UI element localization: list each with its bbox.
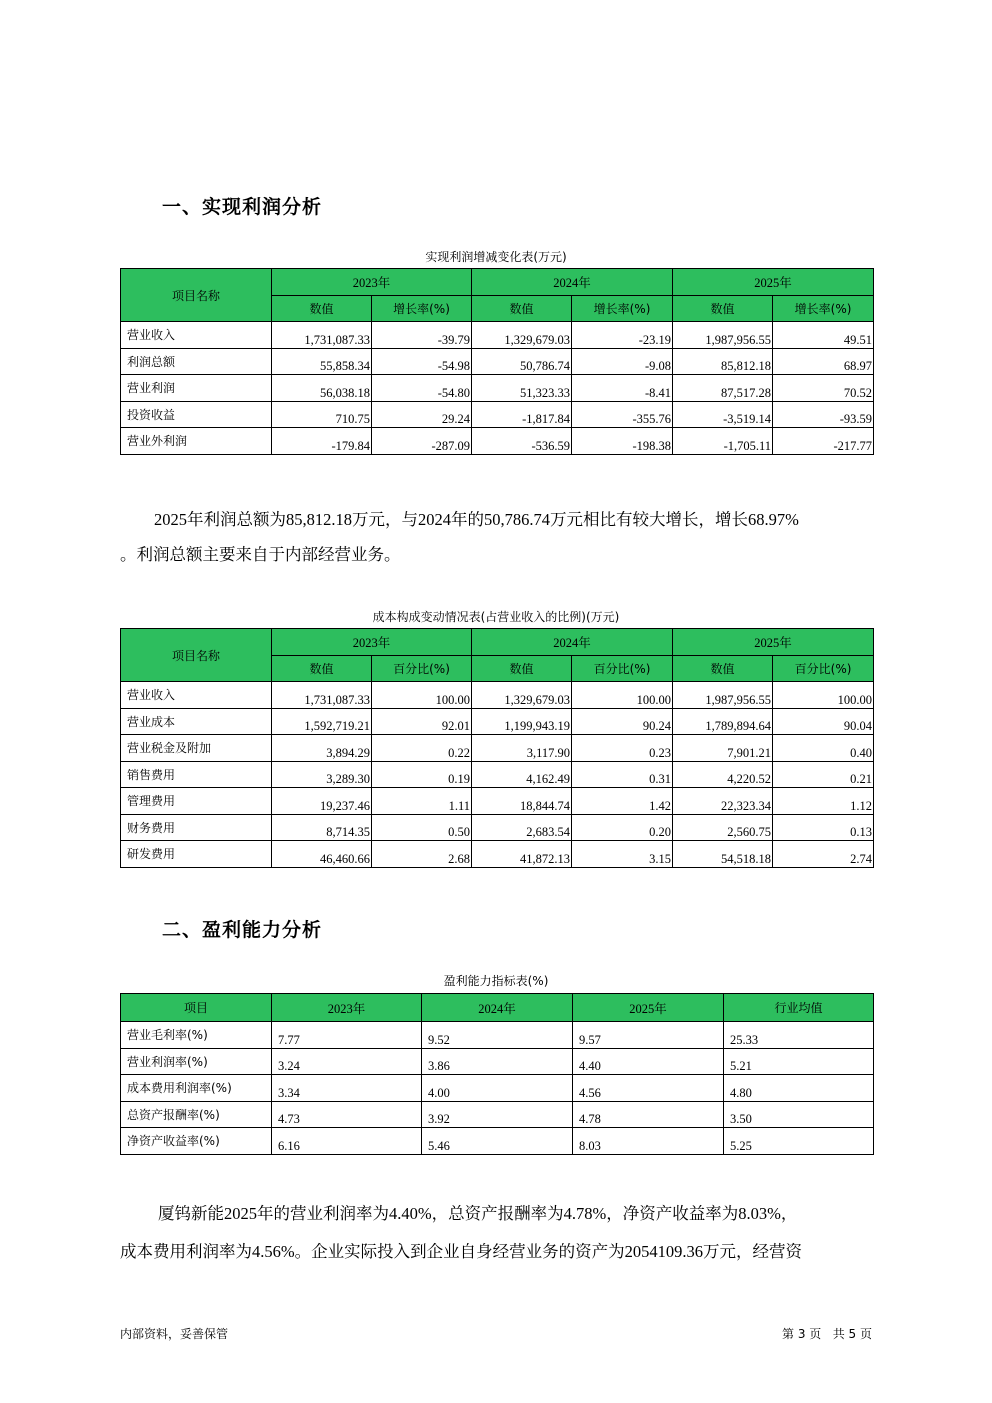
cell-value: 4,162.49 bbox=[472, 761, 572, 788]
cell-value: 0.31 bbox=[572, 761, 673, 788]
table-row bbox=[121, 708, 874, 735]
cell-value: 22,323.34 bbox=[673, 788, 773, 815]
cell-value: 18,844.74 bbox=[472, 788, 572, 815]
cell-value: 1,731,087.33 bbox=[272, 322, 372, 349]
table3-header-2024: 2024年 bbox=[422, 994, 573, 1022]
cell-value: 0.23 bbox=[572, 735, 673, 762]
cell-value: 0.13 bbox=[773, 814, 874, 841]
cell-value: -54.80 bbox=[372, 375, 472, 402]
row-label: 营业税金及附加 bbox=[121, 735, 272, 762]
cell-value: -23.19 bbox=[572, 322, 673, 349]
cell-value: -179.84 bbox=[272, 428, 372, 455]
table-row bbox=[121, 841, 874, 868]
cell-value: 46,460.66 bbox=[272, 841, 372, 868]
table1-sub-value: 数值 bbox=[472, 295, 572, 322]
table2-year-2025: 2025年 bbox=[673, 629, 874, 656]
row-label: 成本费用利润率(%) bbox=[121, 1075, 272, 1102]
cell-value: -1,705.11 bbox=[673, 428, 773, 455]
cell-value: 4.40 bbox=[573, 1048, 724, 1075]
cell-value: 7,901.21 bbox=[673, 735, 773, 762]
cell-value: 1,329,679.03 bbox=[472, 682, 572, 709]
row-label: 营业收入 bbox=[121, 322, 272, 349]
cell-value: 0.21 bbox=[773, 761, 874, 788]
footer-page-number: 第 3 页 共 5 页 bbox=[782, 1327, 872, 1341]
cell-value: 1,592,719.21 bbox=[272, 708, 372, 735]
cell-value: -93.59 bbox=[773, 401, 874, 428]
profit-summary-line1: 2025年利润总额为85,812.18万元，与2024年的50,786.74万元相比有较大增长，增长68.97% bbox=[154, 510, 799, 529]
table1-year-2023: 2023年 bbox=[272, 269, 472, 296]
cell-value: 1,329,679.03 bbox=[472, 322, 572, 349]
row-label: 营业利润率(%) bbox=[121, 1048, 272, 1075]
cell-value: 3,117.90 bbox=[472, 735, 572, 762]
cell-value: 100.00 bbox=[773, 682, 874, 709]
cell-value: 90.24 bbox=[572, 708, 673, 735]
table-row bbox=[121, 1048, 874, 1075]
table-row bbox=[121, 761, 874, 788]
cell-value: 90.04 bbox=[773, 708, 874, 735]
cell-value: 1,731,087.33 bbox=[272, 682, 372, 709]
table-row bbox=[121, 814, 874, 841]
cell-value: 19,237.46 bbox=[272, 788, 372, 815]
footer-confidential: 内部资料，妥善保管 bbox=[120, 1327, 229, 1341]
cell-value: 3.86 bbox=[422, 1048, 573, 1075]
table-row bbox=[121, 1128, 874, 1155]
table-row bbox=[121, 375, 874, 402]
cell-value: -3,519.14 bbox=[673, 401, 773, 428]
cell-value: 1,987,956.55 bbox=[673, 682, 773, 709]
cell-value: 1.12 bbox=[773, 788, 874, 815]
table-row bbox=[121, 682, 874, 709]
cell-value: 0.20 bbox=[572, 814, 673, 841]
cell-value: 4,220.52 bbox=[673, 761, 773, 788]
cell-value: 5.21 bbox=[724, 1048, 874, 1075]
section-title-profit: 一、实现利润分析 bbox=[162, 196, 323, 218]
cell-value: -1,817.84 bbox=[472, 401, 572, 428]
cell-value: 29.24 bbox=[372, 401, 472, 428]
profitability-indicator-table bbox=[120, 993, 874, 1155]
cell-value: 3.50 bbox=[724, 1101, 874, 1128]
cell-value: 3.24 bbox=[272, 1048, 422, 1075]
cell-value: -287.09 bbox=[372, 428, 472, 455]
cell-value: 9.57 bbox=[573, 1022, 724, 1049]
cell-value: 9.52 bbox=[422, 1022, 573, 1049]
cell-value: 1.11 bbox=[372, 788, 472, 815]
cell-value: 4.80 bbox=[724, 1075, 874, 1102]
table-row bbox=[121, 1101, 874, 1128]
cell-value: 85,812.18 bbox=[673, 348, 773, 375]
cell-value: 4.73 bbox=[272, 1101, 422, 1128]
table-row bbox=[121, 401, 874, 428]
cell-value: 50,786.74 bbox=[472, 348, 572, 375]
table1-year-2024: 2024年 bbox=[472, 269, 673, 296]
cell-value: 2,683.54 bbox=[472, 814, 572, 841]
cell-value: 3,894.29 bbox=[272, 735, 372, 762]
cell-value: 3.34 bbox=[272, 1075, 422, 1102]
cell-value: 0.22 bbox=[372, 735, 472, 762]
cell-value: 0.40 bbox=[773, 735, 874, 762]
cell-value: 25.33 bbox=[724, 1022, 874, 1049]
cell-value: 49.51 bbox=[773, 322, 874, 349]
table1-sub-value: 数值 bbox=[673, 295, 773, 322]
table3-header-2025: 2025年 bbox=[573, 994, 724, 1022]
cell-value: 1,987,956.55 bbox=[673, 322, 773, 349]
cell-value: 5.46 bbox=[422, 1128, 573, 1155]
table2-year-2023: 2023年 bbox=[272, 629, 472, 656]
cell-value: -217.77 bbox=[773, 428, 874, 455]
table2-sub-value: 数值 bbox=[673, 655, 773, 682]
row-label: 管理费用 bbox=[121, 788, 272, 815]
table3-header-item: 项目 bbox=[121, 994, 272, 1022]
cell-value: 1,199,943.19 bbox=[472, 708, 572, 735]
table2-col-item: 项目名称 bbox=[121, 629, 272, 682]
cell-value: -8.41 bbox=[572, 375, 673, 402]
table1-caption: 实现利润增减变化表(万元) bbox=[425, 250, 567, 264]
table2-sub-pct: 百分比(%) bbox=[773, 655, 874, 682]
cell-value: -355.76 bbox=[572, 401, 673, 428]
profit-summary-line2: 。利润总额主要来自于内部经营业务。 bbox=[120, 545, 401, 564]
row-label: 销售费用 bbox=[121, 761, 272, 788]
table-row bbox=[121, 1075, 874, 1102]
cell-value: 68.97 bbox=[773, 348, 874, 375]
row-label: 利润总额 bbox=[121, 348, 272, 375]
table-row bbox=[121, 428, 874, 455]
cell-value: 4.78 bbox=[573, 1101, 724, 1128]
table3-header-industry-avg: 行业均值 bbox=[724, 994, 874, 1022]
cell-value: 1.42 bbox=[572, 788, 673, 815]
cell-value: 51,323.33 bbox=[472, 375, 572, 402]
row-label: 营业利润 bbox=[121, 375, 272, 402]
profitability-summary-line2: 成本费用利润率为4.56%。企业实际投入到企业自身经营业务的资产为2054109.36万元，经营资 bbox=[120, 1242, 802, 1261]
section-title-profitability: 二、盈利能力分析 bbox=[162, 919, 323, 941]
table1-year-2025: 2025年 bbox=[673, 269, 874, 296]
cell-value: 8,714.35 bbox=[272, 814, 372, 841]
row-label: 营业成本 bbox=[121, 708, 272, 735]
cell-value: -198.38 bbox=[572, 428, 673, 455]
table2-sub-pct: 百分比(%) bbox=[372, 655, 472, 682]
table-row bbox=[121, 348, 874, 375]
cell-value: 2.68 bbox=[372, 841, 472, 868]
table3-header-2023: 2023年 bbox=[272, 994, 422, 1022]
cell-value: 70.52 bbox=[773, 375, 874, 402]
cell-value: 5.25 bbox=[724, 1128, 874, 1155]
cell-value: 7.77 bbox=[272, 1022, 422, 1049]
cell-value: -54.98 bbox=[372, 348, 472, 375]
cell-value: 54,518.18 bbox=[673, 841, 773, 868]
cell-value: 710.75 bbox=[272, 401, 372, 428]
cell-value: 2,560.75 bbox=[673, 814, 773, 841]
cell-value: -536.59 bbox=[472, 428, 572, 455]
table-row bbox=[121, 1022, 874, 1049]
table1-sub-rate: 增长率(%) bbox=[773, 295, 874, 322]
row-label: 财务费用 bbox=[121, 814, 272, 841]
cell-value: 87,517.28 bbox=[673, 375, 773, 402]
cell-value: -39.79 bbox=[372, 322, 472, 349]
table3-caption: 盈利能力指标表(%) bbox=[443, 974, 549, 988]
cell-value: 0.19 bbox=[372, 761, 472, 788]
cell-value: -9.08 bbox=[572, 348, 673, 375]
cell-value: 8.03 bbox=[573, 1128, 724, 1155]
cell-value: 6.16 bbox=[272, 1128, 422, 1155]
cost-structure-table bbox=[120, 628, 874, 868]
cell-value: 100.00 bbox=[372, 682, 472, 709]
table1-col-item: 项目名称 bbox=[121, 269, 272, 322]
table-row bbox=[121, 322, 874, 349]
table2-sub-value: 数值 bbox=[472, 655, 572, 682]
cell-value: 4.56 bbox=[573, 1075, 724, 1102]
cell-value: 56,038.18 bbox=[272, 375, 372, 402]
cell-value: 92.01 bbox=[372, 708, 472, 735]
table-row bbox=[121, 735, 874, 762]
table1-sub-value: 数值 bbox=[272, 295, 372, 322]
cell-value: 4.00 bbox=[422, 1075, 573, 1102]
cell-value: 41,872.13 bbox=[472, 841, 572, 868]
cell-value: 3.92 bbox=[422, 1101, 573, 1128]
table2-sub-value: 数值 bbox=[272, 655, 372, 682]
table-row bbox=[121, 788, 874, 815]
row-label: 投资收益 bbox=[121, 401, 272, 428]
table2-sub-pct: 百分比(%) bbox=[572, 655, 673, 682]
cell-value: 2.74 bbox=[773, 841, 874, 868]
cell-value: 1,789,894.64 bbox=[673, 708, 773, 735]
table1-sub-rate: 增长率(%) bbox=[572, 295, 673, 322]
cell-value: 55,858.34 bbox=[272, 348, 372, 375]
table1-sub-rate: 增长率(%) bbox=[372, 295, 472, 322]
cell-value: 3,289.30 bbox=[272, 761, 372, 788]
cell-value: 100.00 bbox=[572, 682, 673, 709]
row-label: 营业毛利率(%) bbox=[121, 1022, 272, 1049]
row-label: 研发费用 bbox=[121, 841, 272, 868]
row-label: 净资产收益率(%) bbox=[121, 1128, 272, 1155]
cell-value: 0.50 bbox=[372, 814, 472, 841]
profitability-summary-line1: 厦钨新能2025年的营业利润率为4.40%，总资产报酬率为4.78%，净资产收益率为8.03%， bbox=[158, 1204, 798, 1223]
table2-year-2024: 2024年 bbox=[472, 629, 673, 656]
row-label: 总资产报酬率(%) bbox=[121, 1101, 272, 1128]
row-label: 营业收入 bbox=[121, 682, 272, 709]
row-label: 营业外利润 bbox=[121, 428, 272, 455]
table2-caption: 成本构成变动情况表(占营业收入的比例)(万元) bbox=[372, 610, 620, 624]
cell-value: 3.15 bbox=[572, 841, 673, 868]
profit-change-table bbox=[120, 268, 874, 455]
